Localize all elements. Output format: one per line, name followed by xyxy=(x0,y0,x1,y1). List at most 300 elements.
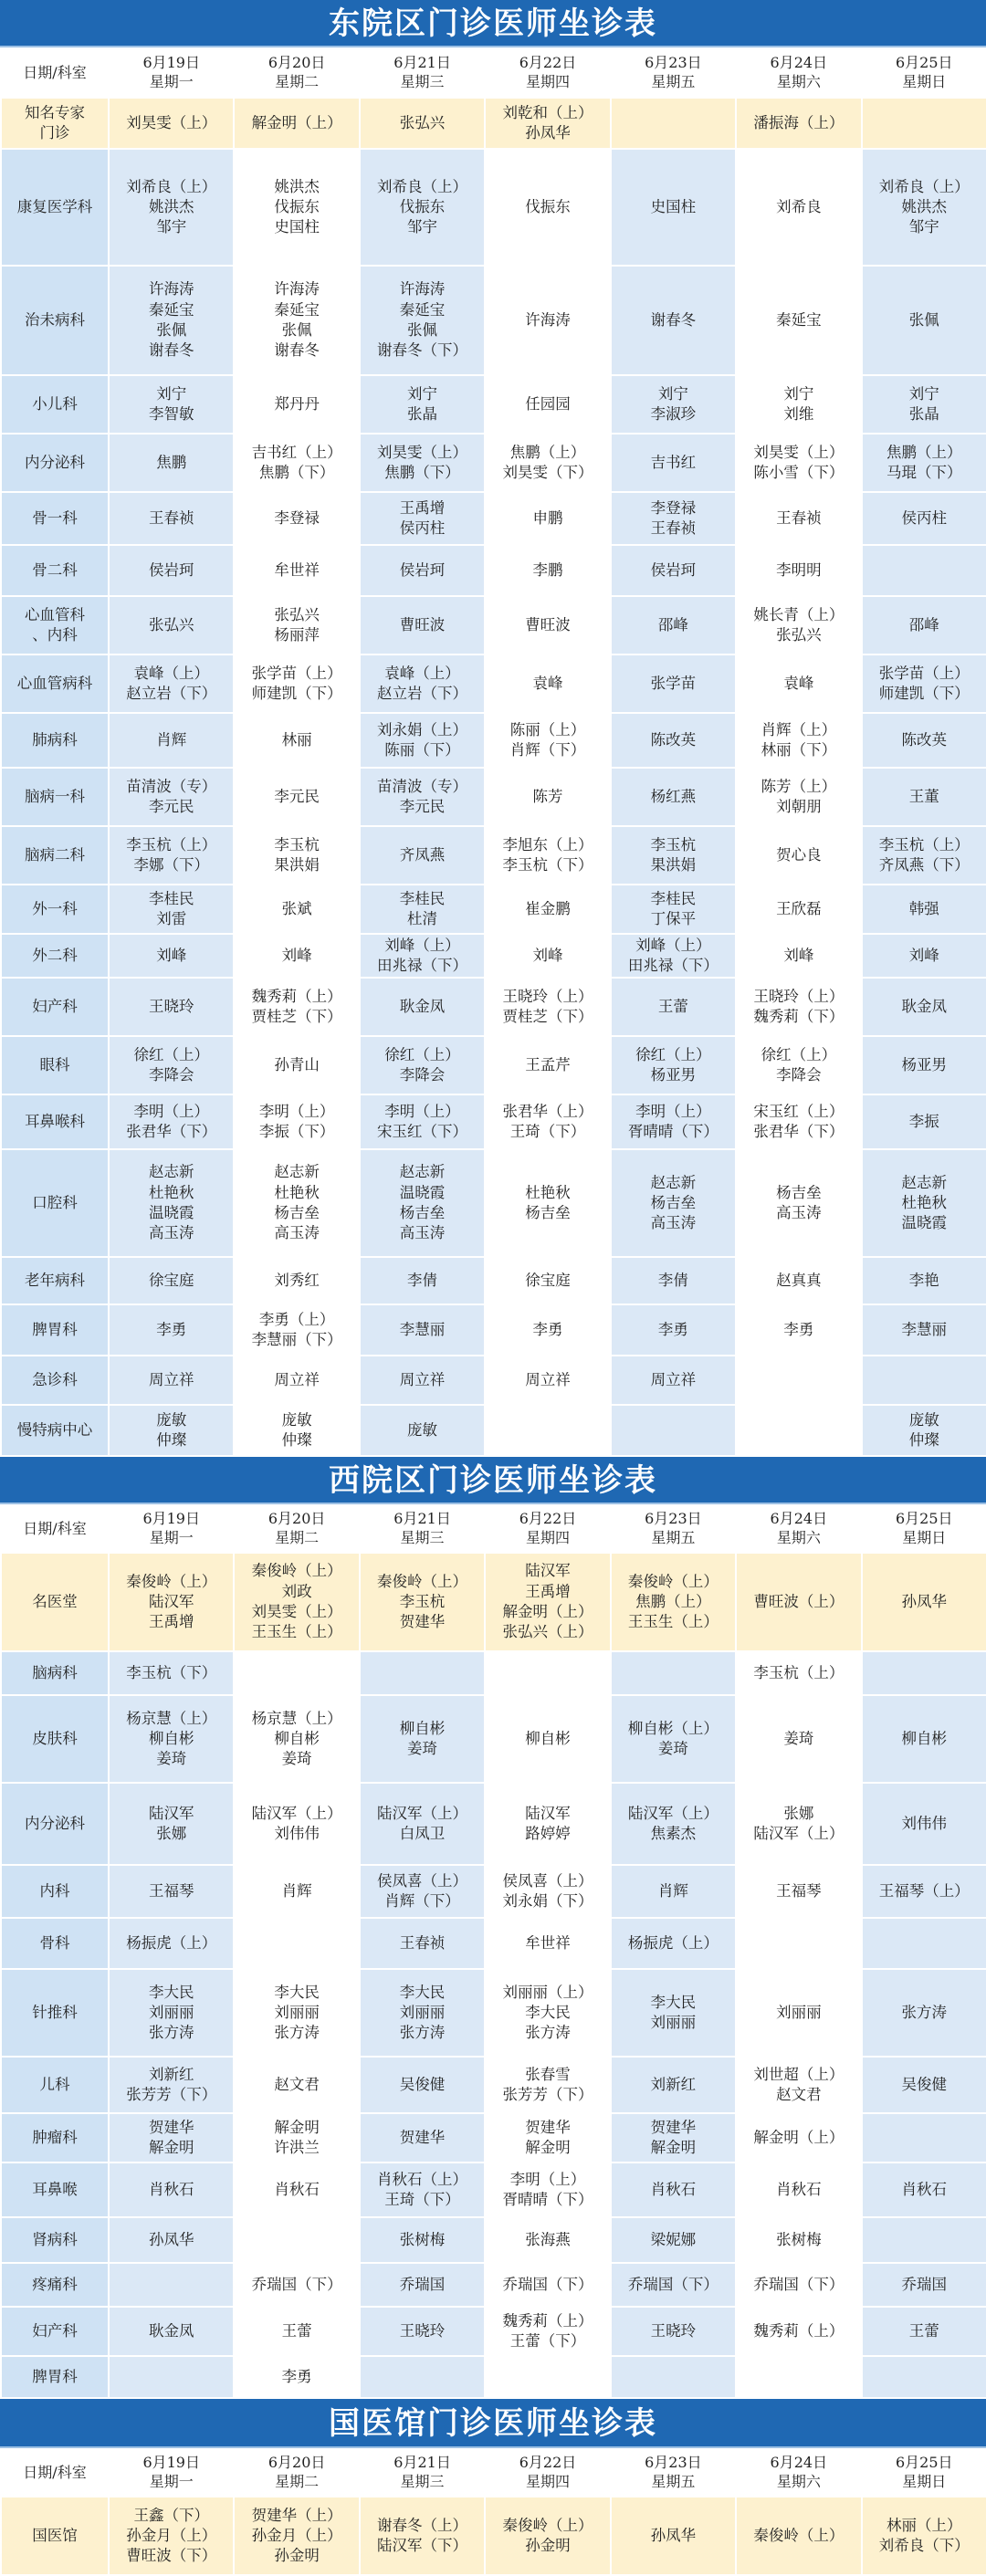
doctor-cell: 刘峰 xyxy=(485,934,610,978)
doctor-cell: 许海涛 秦延宝 张佩 谢春冬 xyxy=(234,266,359,375)
doctor-cell: 张娜 陆汉军（上） xyxy=(736,1783,861,1865)
header-date: 6月25日 xyxy=(895,2454,953,2472)
doctor-cell: 赵志新 杨吉垒 高玉涛 xyxy=(611,1149,736,1257)
doctor-cell: 贺建华 解金明 xyxy=(485,2113,610,2162)
doctor-cell: 任园园 xyxy=(485,375,610,434)
doctor-cell: 陈芳 xyxy=(485,768,610,826)
header-day xyxy=(360,1505,485,1553)
schedule-row xyxy=(1,1094,986,1149)
doctor-cell: 李旭东（上） 李玉杭（下） xyxy=(485,826,610,885)
doctor-cell: 王禹增 侯丙柱 xyxy=(360,492,485,545)
doctor-cell: 刘宁 李智敏 xyxy=(109,375,234,434)
doctor-cell: 焦鹏 xyxy=(109,434,234,492)
doctor-cell: 李慧丽 xyxy=(360,1304,485,1356)
schedule-row xyxy=(1,2217,986,2263)
doctor-cell: 林丽 xyxy=(234,713,359,768)
doctor-cell: 柳自彬 xyxy=(862,1695,986,1783)
doctor-cell: 贺心良 xyxy=(736,826,861,885)
doctor-cell: 张树梅 xyxy=(360,2217,485,2263)
doctor-cell: 王福琴（上） xyxy=(862,1865,986,1918)
schedule-row xyxy=(1,1149,986,1257)
doctor-cell: 张弘兴 xyxy=(360,98,485,149)
doctor-cell xyxy=(611,98,736,149)
department-name: 针推科 xyxy=(1,1969,109,2057)
doctor-cell: 李勇 xyxy=(234,2356,359,2398)
doctor-cell: 乔瑞国（下） xyxy=(485,2263,610,2307)
doctor-cell: 张君华（上） 王琦（下） xyxy=(485,1094,610,1149)
schedule-row xyxy=(1,98,986,149)
schedule-row xyxy=(1,1553,986,1651)
schedule-row xyxy=(1,1651,986,1695)
doctor-cell: 刘世超（上） 赵文君 xyxy=(736,2057,861,2113)
header-day xyxy=(485,2449,610,2497)
department-name: 脑病科 xyxy=(1,1651,109,1695)
header-date: 6月22日 xyxy=(519,54,577,72)
schedule-row xyxy=(1,1918,986,1969)
doctor-cell: 刘宁 李淑珍 xyxy=(611,375,736,434)
doctor-cell: 刘峰 xyxy=(234,934,359,978)
doctor-cell: 谢春冬（上） 陆汉军（下） xyxy=(360,2497,485,2575)
doctor-cell: 王晓玲（上） 贾桂芝（下） xyxy=(485,978,610,1036)
doctor-cell: 张方涛 xyxy=(862,1969,986,2057)
schedule-row xyxy=(1,149,986,266)
schedule-row xyxy=(1,713,986,768)
doctor-cell: 张弘兴 杨丽萍 xyxy=(234,596,359,654)
header-weekday: 星期一 xyxy=(149,2473,194,2490)
doctor-cell: 秦俊岭（上） 陆汉军 王禹增 xyxy=(109,1553,234,1651)
department-name: 知名专家 门诊 xyxy=(1,98,109,149)
doctor-cell: 肖辉 xyxy=(109,713,234,768)
header-weekday: 星期三 xyxy=(400,2473,445,2490)
doctor-cell: 陆汉军 王禹增 解金明（上） 张弘兴（上） xyxy=(485,1553,610,1651)
doctor-cell: 李鹏 xyxy=(485,545,610,596)
doctor-cell: 吴俊健 xyxy=(360,2057,485,2113)
doctor-cell xyxy=(736,1918,861,1969)
doctor-cell: 侯岩珂 xyxy=(109,545,234,596)
doctor-cell: 曹旺波（上） xyxy=(736,1553,861,1651)
doctor-cell: 耿金凤 xyxy=(109,2307,234,2356)
schedule-row xyxy=(1,2497,986,2575)
doctor-cell: 解金明（上） xyxy=(736,2113,861,2162)
schedule-row xyxy=(1,2356,986,2398)
doctor-cell: 耿金凤 xyxy=(862,978,986,1036)
doctor-cell: 刘希良（上） 姚洪杰 邹宇 xyxy=(862,149,986,266)
header-date: 6月23日 xyxy=(645,54,702,72)
doctor-cell: 王孟芹 xyxy=(485,1036,610,1094)
doctor-cell: 肖辉 xyxy=(611,1865,736,1918)
doctor-cell: 杨振虎（上） xyxy=(611,1918,736,1969)
doctor-cell: 赵志新 杜艳秋 温晓霞 高玉涛 xyxy=(109,1149,234,1257)
doctor-cell: 孙凤华 xyxy=(862,1553,986,1651)
doctor-cell: 李勇（上） 李慧丽（下） xyxy=(234,1304,359,1356)
doctor-cell: 杜艳秋 杨吉垒 xyxy=(485,1149,610,1257)
doctor-cell: 贺建华 解金明 xyxy=(611,2113,736,2162)
doctor-cell: 杨京慧（上） 柳自彬 姜琦 xyxy=(109,1695,234,1783)
doctor-cell: 王蕾 xyxy=(234,2307,359,2356)
header-day xyxy=(360,2449,485,2497)
header-weekday: 星期二 xyxy=(275,2473,320,2490)
doctor-cell: 刘宁 张晶 xyxy=(360,375,485,434)
department-name: 妇产科 xyxy=(1,2307,109,2356)
doctor-cell: 牟世祥 xyxy=(234,545,359,596)
doctor-cell: 李勇 xyxy=(485,1304,610,1356)
doctor-cell: 侯凤喜（上） 刘永娟（下） xyxy=(485,1865,610,1918)
doctor-cell: 秦俊岭（上） 孙金明 xyxy=(485,2497,610,2575)
department-name: 急诊科 xyxy=(1,1356,109,1405)
header-day xyxy=(109,1505,234,1553)
header-date: 6月19日 xyxy=(142,1510,200,1528)
header-weekday: 星期五 xyxy=(651,73,696,90)
doctor-cell: 王欣磊 xyxy=(736,885,861,934)
department-name: 治未病科 xyxy=(1,266,109,375)
doctor-cell: 孙凤华 xyxy=(611,2497,736,2575)
schedule-row xyxy=(1,2057,986,2113)
department-name: 外二科 xyxy=(1,934,109,978)
doctor-cell: 王晓玲（上） 魏秀莉（下） xyxy=(736,978,861,1036)
doctor-cell: 陆汉军 张娜 xyxy=(109,1783,234,1865)
doctor-cell: 王蕾 xyxy=(611,978,736,1036)
schedule-row xyxy=(1,434,986,492)
header-day xyxy=(234,1505,359,1553)
doctor-cell: 赵志新 杜艳秋 杨吉垒 高玉涛 xyxy=(234,1149,359,1257)
doctor-cell: 张弘兴 xyxy=(109,596,234,654)
doctor-cell: 李桂民 刘雷 xyxy=(109,885,234,934)
doctor-cell: 苗清波（专） 李元民 xyxy=(109,768,234,826)
doctor-cell: 许海涛 秦延宝 张佩 谢春冬（下） xyxy=(360,266,485,375)
header-date: 6月24日 xyxy=(770,1510,828,1528)
schedule-row xyxy=(1,934,986,978)
doctor-cell: 张学苗（上） 师建凯（下） xyxy=(234,654,359,713)
header-weekday: 星期一 xyxy=(149,1529,194,1546)
doctor-cell: 乔瑞国 xyxy=(360,2263,485,2307)
doctor-cell: 李玉杭（上） 齐凤燕（下） xyxy=(862,826,986,885)
header-date: 6月20日 xyxy=(267,2454,326,2472)
doctor-cell: 孙凤华 xyxy=(109,2217,234,2263)
doctor-cell: 陆汉军（上） 白凤卫 xyxy=(360,1783,485,1865)
doctor-cell: 杨红燕 xyxy=(611,768,736,826)
header-day xyxy=(485,1505,610,1553)
header-weekday: 星期六 xyxy=(776,1529,821,1546)
doctor-cell: 肖秋石 xyxy=(234,2162,359,2217)
doctor-cell: 刘乾和（上） 孙凤华 xyxy=(485,98,610,149)
doctor-cell: 李明（上） 胥晴晴（下） xyxy=(611,1094,736,1149)
section-title: 西院区门诊医师坐诊表 xyxy=(0,1457,986,1504)
doctor-cell: 王晓玲 xyxy=(109,978,234,1036)
doctor-cell: 刘峰 xyxy=(109,934,234,978)
doctor-cell: 曹旺波 xyxy=(485,596,610,654)
schedule-row xyxy=(1,1356,986,1405)
doctor-cell: 周立祥 xyxy=(109,1356,234,1405)
doctor-cell: 李玉杭（上） xyxy=(736,1651,861,1695)
doctor-cell: 侯岩珂 xyxy=(611,545,736,596)
header-corner: 日期/科室 xyxy=(1,1505,109,1553)
doctor-cell: 吉书红（上） 焦鹏（下） xyxy=(234,434,359,492)
doctor-cell: 郑丹丹 xyxy=(234,375,359,434)
department-name: 老年病科 xyxy=(1,1257,109,1304)
schedule-row xyxy=(1,596,986,654)
schedule-row xyxy=(1,1969,986,2057)
doctor-cell: 张学苗 xyxy=(611,654,736,713)
doctor-cell: 魏秀莉（上） 王蕾（下） xyxy=(485,2307,610,2356)
department-name: 小儿科 xyxy=(1,375,109,434)
doctor-cell: 刘宁 刘维 xyxy=(736,375,861,434)
doctor-cell: 侯丙柱 xyxy=(862,492,986,545)
doctor-cell: 李振 xyxy=(862,1094,986,1149)
doctor-cell: 袁峰 xyxy=(485,654,610,713)
header-date: 6月25日 xyxy=(895,54,953,72)
doctor-cell: 潘振海（上） xyxy=(736,98,861,149)
doctor-cell: 李玉杭 果洪娟 xyxy=(234,826,359,885)
doctor-cell xyxy=(109,2356,234,2398)
doctor-cell: 肖秋石 xyxy=(736,2162,861,2217)
doctor-cell: 张斌 xyxy=(234,885,359,934)
header-date: 6月23日 xyxy=(645,2454,702,2472)
schedule-row xyxy=(1,545,986,596)
header-weekday: 星期日 xyxy=(902,2473,947,2490)
doctor-cell: 李明（上） 李振（下） xyxy=(234,1094,359,1149)
doctor-cell xyxy=(862,2113,986,2162)
doctor-cell: 刘希良（上） 姚洪杰 邹宇 xyxy=(109,149,234,266)
doctor-cell: 赵真真 xyxy=(736,1257,861,1304)
doctor-cell: 李勇 xyxy=(736,1304,861,1356)
doctor-cell: 李明（上） 张君华（下） xyxy=(109,1094,234,1149)
header-date: 6月21日 xyxy=(393,54,451,72)
doctor-cell: 李桂民 杜清 xyxy=(360,885,485,934)
department-name: 骨二科 xyxy=(1,545,109,596)
header-date: 6月20日 xyxy=(267,54,326,72)
doctor-cell: 柳自彬（上） 姜琦 xyxy=(611,1695,736,1783)
header-weekday: 星期日 xyxy=(902,73,947,90)
doctor-cell: 王董 xyxy=(862,768,986,826)
doctor-cell: 李大民 刘丽丽 张方涛 xyxy=(234,1969,359,2057)
doctor-cell: 魏秀莉（上） 贾桂芝（下） xyxy=(234,978,359,1036)
doctor-cell: 张学苗（上） 师建凯（下） xyxy=(862,654,986,713)
doctor-cell xyxy=(862,2356,986,2398)
doctor-cell: 李勇 xyxy=(611,1304,736,1356)
header-day xyxy=(234,48,359,98)
header-weekday: 星期五 xyxy=(651,1529,696,1546)
doctor-cell: 陈芳（上） 刘朝朋 xyxy=(736,768,861,826)
doctor-cell: 刘新红 张芳芳（下） xyxy=(109,2057,234,2113)
doctor-cell: 肖秋石 xyxy=(611,2162,736,2217)
schedule-row xyxy=(1,2113,986,2162)
header-day xyxy=(611,48,736,98)
doctor-cell: 刘秀红 xyxy=(234,1257,359,1304)
doctor-cell: 刘昊雯（上） 焦鹏（下） xyxy=(360,434,485,492)
doctor-cell: 姚长青（上） 张弘兴 xyxy=(736,596,861,654)
doctor-cell: 赵文君 xyxy=(234,2057,359,2113)
doctor-cell: 张春雪 张芳芳（下） xyxy=(485,2057,610,2113)
department-name: 名医堂 xyxy=(1,1553,109,1651)
header-weekday: 星期四 xyxy=(525,73,570,90)
department-name: 耳鼻喉科 xyxy=(1,1094,109,1149)
department-name: 肺病科 xyxy=(1,713,109,768)
doctor-cell xyxy=(862,2217,986,2263)
header-date: 6月22日 xyxy=(519,2454,577,2472)
doctor-cell: 史国柱 xyxy=(611,149,736,266)
department-name: 内分泌科 xyxy=(1,1783,109,1865)
header-date: 6月22日 xyxy=(519,1510,577,1528)
schedule-row xyxy=(1,2162,986,2217)
department-name: 皮肤科 xyxy=(1,1695,109,1783)
doctor-cell: 庞敏 仲璨 xyxy=(109,1405,234,1456)
doctor-cell: 魏秀莉（上） xyxy=(736,2307,861,2356)
doctor-cell: 杨京慧（上） 柳自彬 姜琦 xyxy=(234,1695,359,1783)
department-name: 妇产科 xyxy=(1,978,109,1036)
doctor-cell: 陈改英 xyxy=(862,713,986,768)
doctor-cell: 刘伟伟 xyxy=(862,1783,986,1865)
doctor-cell: 王晓玲 xyxy=(360,2307,485,2356)
doctor-cell: 袁峰（上） 赵立岩（下） xyxy=(109,654,234,713)
doctor-cell: 李桂民 丁保平 xyxy=(611,885,736,934)
schedule-table xyxy=(0,47,986,1457)
doctor-cell: 曹旺波 xyxy=(360,596,485,654)
header-day xyxy=(862,2449,986,2497)
schedule-row xyxy=(1,1695,986,1783)
schedule-row xyxy=(1,2307,986,2356)
doctor-cell: 李玉杭 果洪娟 xyxy=(611,826,736,885)
schedule-row xyxy=(1,1257,986,1304)
doctor-cell: 李倩 xyxy=(360,1257,485,1304)
doctor-cell: 秦俊岭（上） 焦鹏（上） 王玉生（上） xyxy=(611,1553,736,1651)
doctor-cell xyxy=(485,2356,610,2398)
doctor-cell: 邵峰 xyxy=(862,596,986,654)
doctor-cell: 王福琴 xyxy=(109,1865,234,1918)
header-weekday: 星期二 xyxy=(275,73,320,90)
doctor-cell xyxy=(862,545,986,596)
section-title: 国医馆门诊医师坐诊表 xyxy=(0,2399,986,2448)
schedule-row xyxy=(1,1783,986,1865)
doctor-cell: 王鑫（下） 孙金月（上） 曹旺波（下） xyxy=(109,2497,234,2575)
doctor-cell: 庞敏 仲璨 xyxy=(234,1405,359,1456)
schedule-row xyxy=(1,266,986,375)
schedule-row xyxy=(1,375,986,434)
doctor-cell: 袁峰（上） 赵立岩（下） xyxy=(360,654,485,713)
doctor-cell: 李大民 刘丽丽 xyxy=(611,1969,736,2057)
doctor-cell xyxy=(862,1918,986,1969)
header-day xyxy=(485,48,610,98)
doctor-cell: 陈丽（上） 肖辉（下） xyxy=(485,713,610,768)
schedule-table xyxy=(0,1504,986,2399)
schedule-row xyxy=(1,978,986,1036)
department-name: 国医馆 xyxy=(1,2497,109,2575)
header-weekday: 星期四 xyxy=(525,2473,570,2490)
doctor-cell: 刘昊雯（上） 陈小雪（下） xyxy=(736,434,861,492)
doctor-cell: 李明（上） 宋玉红（下） xyxy=(360,1094,485,1149)
doctor-cell: 肖辉 xyxy=(234,1865,359,1918)
doctor-cell: 周立祥 xyxy=(611,1356,736,1405)
department-name: 外一科 xyxy=(1,885,109,934)
section-title: 东院区门诊医师坐诊表 xyxy=(0,0,986,47)
header-date: 6月19日 xyxy=(142,2454,200,2472)
doctor-cell: 李勇 xyxy=(109,1304,234,1356)
doctor-cell: 刘希良（上） 伐振东 邹宇 xyxy=(360,149,485,266)
header-day xyxy=(611,1505,736,1553)
doctor-cell: 陆汉军 路婷婷 xyxy=(485,1783,610,1865)
doctor-cell: 梁妮娜 xyxy=(611,2217,736,2263)
header-corner: 日期/科室 xyxy=(1,2449,109,2497)
doctor-cell: 赵志新 杜艳秋 温晓霞 xyxy=(862,1149,986,1257)
department-name: 儿科 xyxy=(1,2057,109,2113)
department-name: 疼痛科 xyxy=(1,2263,109,2307)
doctor-cell: 苗清波（专） 李元民 xyxy=(360,768,485,826)
doctor-cell: 王福琴 xyxy=(736,1865,861,1918)
doctor-cell: 徐红（上） 李降会 xyxy=(736,1036,861,1094)
doctor-cell xyxy=(736,1405,861,1456)
header-day xyxy=(360,48,485,98)
schedule-table xyxy=(0,2448,986,2576)
header-date: 6月19日 xyxy=(142,54,200,72)
doctor-cell: 秦俊岭（上） xyxy=(736,2497,861,2575)
doctor-cell: 李玉杭（上） 李娜（下） xyxy=(109,826,234,885)
department-name: 口腔科 xyxy=(1,1149,109,1257)
doctor-cell xyxy=(234,1651,359,1695)
doctor-cell: 侯凤喜（上） 肖辉（下） xyxy=(360,1865,485,1918)
doctor-cell: 吉书红 xyxy=(611,434,736,492)
department-name: 脾胃科 xyxy=(1,1304,109,1356)
header-date: 6月20日 xyxy=(267,1510,326,1528)
doctor-cell xyxy=(485,1405,610,1456)
doctor-cell: 伐振东 xyxy=(485,149,610,266)
schedule-row xyxy=(1,768,986,826)
doctor-cell: 牟世祥 xyxy=(485,1918,610,1969)
doctor-cell xyxy=(862,1651,986,1695)
doctor-cell: 徐红（上） 李降会 xyxy=(109,1036,234,1094)
doctor-cell xyxy=(109,2263,234,2307)
doctor-cell: 杨振虎（上） xyxy=(109,1918,234,1969)
doctor-cell: 刘峰（上） 田兆禄（下） xyxy=(360,934,485,978)
doctor-cell xyxy=(485,1651,610,1695)
doctor-cell: 张海燕 xyxy=(485,2217,610,2263)
doctor-cell: 徐宝庭 xyxy=(485,1257,610,1304)
schedule-row xyxy=(1,885,986,934)
header-weekday: 星期六 xyxy=(776,73,821,90)
department-name: 骨科 xyxy=(1,1918,109,1969)
department-name: 脑病二科 xyxy=(1,826,109,885)
doctor-cell: 柳自彬 姜琦 xyxy=(360,1695,485,1783)
department-name: 骨一科 xyxy=(1,492,109,545)
doctor-cell: 肖辉（上） 林丽（下） xyxy=(736,713,861,768)
doctor-cell: 刘峰 xyxy=(736,934,861,978)
header-date: 6月23日 xyxy=(645,1510,702,1528)
header-weekday: 星期五 xyxy=(651,2473,696,2490)
doctor-cell: 贺建华 解金明 xyxy=(109,2113,234,2162)
header-weekday: 星期三 xyxy=(400,1529,445,1546)
header-day xyxy=(234,2449,359,2497)
doctor-cell: 姚洪杰 伐振东 史国柱 xyxy=(234,149,359,266)
header-weekday: 星期一 xyxy=(149,73,194,90)
schedule-row xyxy=(1,2263,986,2307)
schedule-row xyxy=(1,654,986,713)
schedule-row xyxy=(1,826,986,885)
doctor-cell: 徐宝庭 xyxy=(109,1257,234,1304)
header-day xyxy=(611,2449,736,2497)
department-name: 慢特病中心 xyxy=(1,1405,109,1456)
doctor-cell: 刘丽丽 xyxy=(736,1969,861,2057)
doctor-cell: 徐红（上） 李降会 xyxy=(360,1036,485,1094)
doctor-cell: 袁峰 xyxy=(736,654,861,713)
doctor-cell: 李明（上） 胥晴晴（下） xyxy=(485,2162,610,2217)
header-corner: 日期/科室 xyxy=(1,48,109,98)
department-name: 肿瘤科 xyxy=(1,2113,109,2162)
department-name: 脑病一科 xyxy=(1,768,109,826)
doctor-cell: 秦俊岭（上） 刘政 刘昊雯（上） 王玉生（上） xyxy=(234,1553,359,1651)
doctor-cell: 乔瑞国（下） xyxy=(234,2263,359,2307)
doctor-cell xyxy=(862,1356,986,1405)
header-day xyxy=(862,48,986,98)
department-name: 内分泌科 xyxy=(1,434,109,492)
doctor-cell: 王春祯 xyxy=(360,1918,485,1969)
